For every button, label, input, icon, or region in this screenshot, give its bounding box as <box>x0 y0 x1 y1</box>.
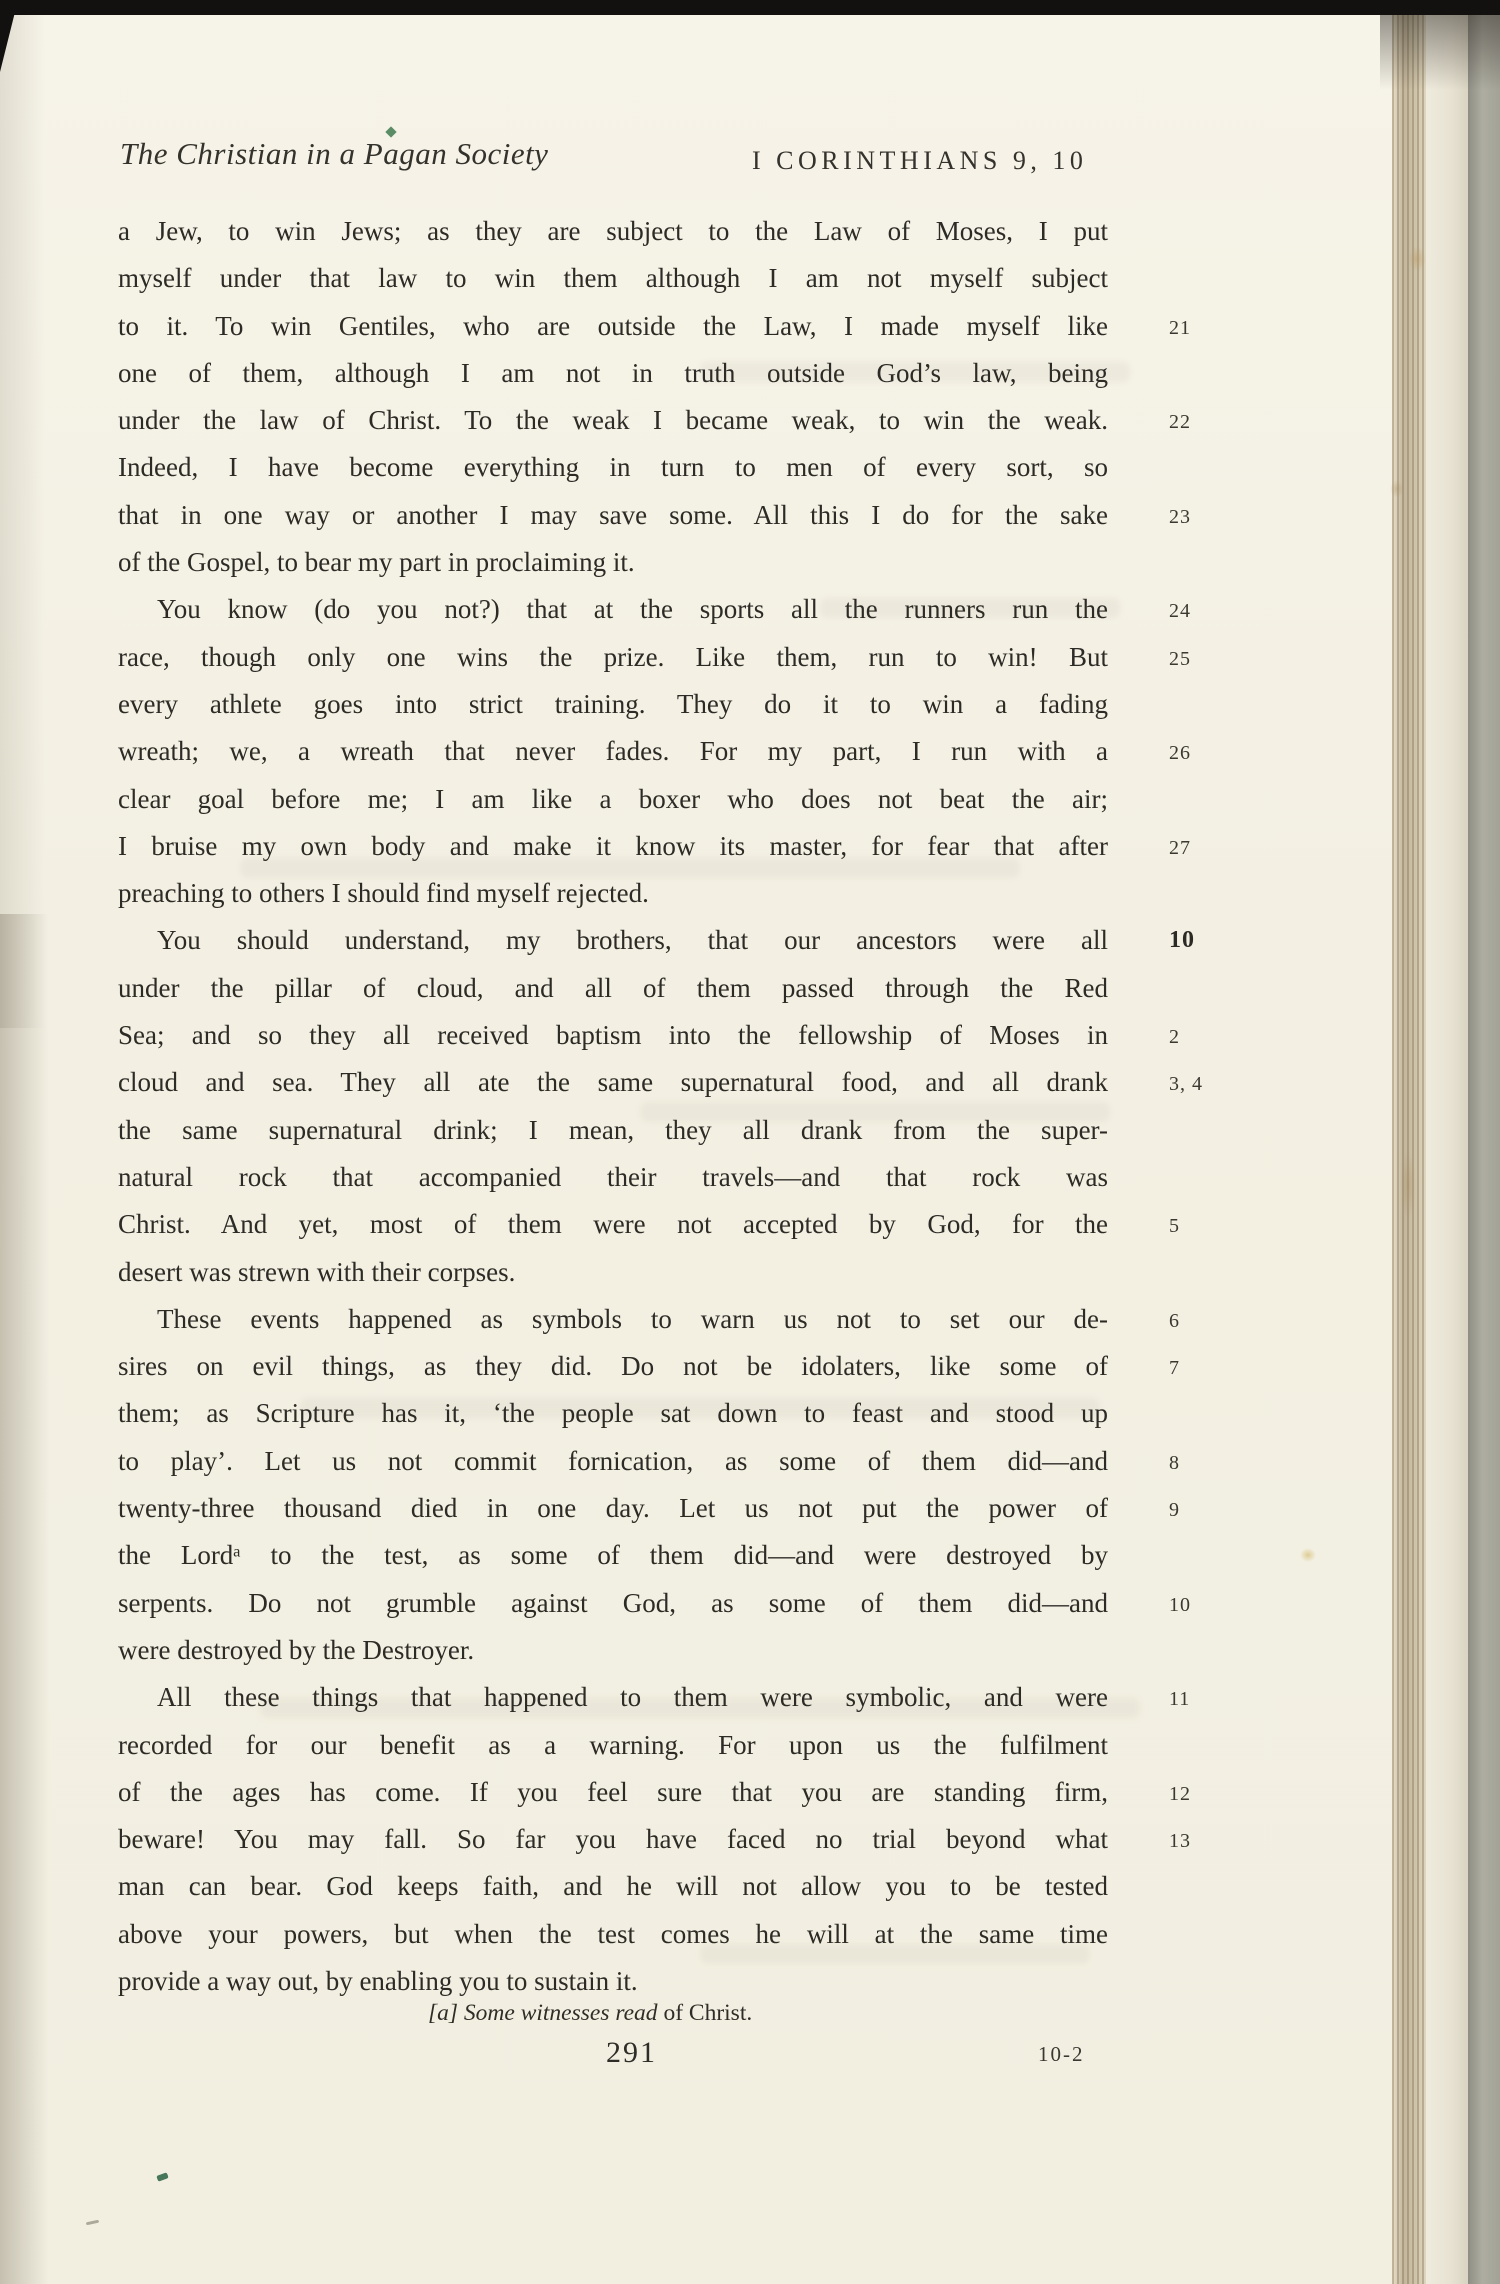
pencil-mark <box>86 2220 99 2226</box>
line-text: natural rock that accompanied their travels—and that rock was <box>118 1161 1108 1192</box>
page-number: 291 <box>606 2036 657 2069</box>
text-line <box>118 208 1398 255</box>
line-text: a Jew, to win Jews; as they are subject to the Law of Moses, I put <box>118 216 1108 246</box>
text-line <box>118 776 1398 823</box>
line-text: You know (do you not?) that at the sports all the runners run the <box>157 594 1108 625</box>
text-line <box>118 303 1398 350</box>
line-text: recorded for our benefit as a warning. For upon us the fulfilment <box>118 1729 1108 1760</box>
text-line <box>118 492 1398 539</box>
text-line <box>118 1343 1398 1390</box>
line-text: Sea; and so they all received baptism into the fellowship of Moses in <box>118 1020 1108 1051</box>
verse-number: 24 <box>1169 600 1191 623</box>
paper-stain <box>1400 1150 1416 1220</box>
line-text: serpents. Do not grumble against God, as some of them did—and <box>118 1587 1108 1618</box>
text-line <box>118 444 1398 491</box>
line-text: the Lordᵃ to the test, as some of them did—and were destroyed by <box>118 1540 1108 1571</box>
line-text: man can bear. God keeps faith, and he will not allow you to be tested <box>118 1871 1108 1902</box>
text-line <box>118 350 1398 397</box>
scan-background-strip <box>1468 0 1500 2284</box>
text-line <box>118 1438 1398 1485</box>
verse-number: 7 <box>1169 1357 1180 1380</box>
line-text: provide a way out, by enabling you to sustain it. <box>118 1965 638 1996</box>
verse-number: 8 <box>1169 1451 1180 1474</box>
verse-number: 11 <box>1169 1688 1191 1711</box>
line-text: above your powers, but when the test comes he will at the same time <box>118 1918 1108 1949</box>
scanner-bed-bar <box>0 0 1500 15</box>
text-line <box>118 397 1398 444</box>
footnote-italic-text: [a] Some witnesses read <box>428 2000 658 2026</box>
line-text: preaching to others I should find myself rejected. <box>118 878 649 909</box>
text-line <box>118 1296 1398 1343</box>
gutter-shadow-bottom <box>0 914 70 2284</box>
text-line <box>118 1485 1398 1532</box>
line-text: to play’. Let us not commit fornication, as some of them did—and <box>118 1445 1108 1476</box>
line-text: were destroyed by the Destroyer. <box>118 1634 475 1665</box>
chapter-number: 10 <box>1169 927 1195 954</box>
line-text: of the Gospel, to bear my part in proclaiming it. <box>118 547 635 578</box>
line-text: them; as Scripture has it, ‘the people sat down to feast and stood up <box>118 1398 1108 1429</box>
text-line <box>118 255 1398 302</box>
verse-number: 23 <box>1169 505 1191 528</box>
line-text: sires on evil things, as they did. Do not be idolaters, like some of <box>118 1351 1108 1382</box>
text-line <box>118 870 1398 917</box>
line-text: clear goal before me; I am like a boxer who does not beat the air; <box>118 783 1108 814</box>
text-line <box>118 1249 1398 1296</box>
line-text: under the pillar of cloud, and all of them passed through the Red <box>118 972 1108 1003</box>
text-line <box>118 1627 1398 1674</box>
text-line <box>118 728 1398 775</box>
text-line <box>118 1532 1398 1579</box>
line-text: twenty-three thousand died in one day. Let us not put the power of <box>118 1493 1108 1524</box>
text-line <box>118 1107 1398 1154</box>
text-line <box>118 823 1398 870</box>
verse-number: 13 <box>1169 1830 1191 1853</box>
verse-number: 9 <box>1169 1499 1180 1522</box>
text-line <box>118 1059 1398 1106</box>
paper-stain <box>1408 246 1426 272</box>
verse-number: 5 <box>1169 1215 1180 1238</box>
running-head: The Christian in a Pagan Society <box>120 136 549 171</box>
book-reference-header: I CORINTHIANS 9, 10 <box>752 146 1088 175</box>
gutter-shadow-top <box>0 0 60 1028</box>
line-text: beware! You may fall. So far you have faced no trial beyond what <box>118 1824 1108 1855</box>
text-line <box>118 1816 1398 1863</box>
text-line <box>118 1722 1398 1769</box>
text-line <box>118 539 1398 586</box>
text-line <box>118 586 1398 633</box>
verse-number: 21 <box>1169 316 1191 339</box>
text-line <box>118 965 1398 1012</box>
line-text: Christ. And yet, most of them were not accepted by God, for the <box>118 1209 1108 1240</box>
text-line <box>118 1580 1398 1627</box>
verse-number: 3, 4 <box>1169 1073 1203 1096</box>
line-text: of the ages has come. If you feel sure that you are standing firm, <box>118 1776 1108 1807</box>
signature-mark: 10-2 <box>1038 2042 1085 2066</box>
text-line <box>118 1769 1398 1816</box>
line-text: the same supernatural drink; I mean, they all drank from the super- <box>118 1114 1108 1145</box>
verse-number: 10 <box>1169 1593 1191 1616</box>
text-line <box>118 1154 1398 1201</box>
line-text: race, though only one wins the prize. Like them, run to win! But <box>118 641 1108 672</box>
text-line <box>118 1201 1398 1248</box>
footnote <box>428 2000 752 2027</box>
text-line <box>118 1958 1398 2005</box>
line-text: I bruise my own body and make it know its master, for fear that after <box>118 830 1108 861</box>
text-line <box>118 1863 1398 1910</box>
green-speck <box>156 2172 168 2181</box>
text-line <box>118 634 1398 681</box>
line-text: under the law of Christ. To the weak I became weak, to win the weak. <box>118 405 1108 436</box>
line-text: that in one way or another I may save some. All this I do for the sake <box>118 499 1108 530</box>
line-text: to it. To win Gentiles, who are outside the Law, I made myself like <box>118 310 1108 341</box>
text-line <box>118 681 1398 728</box>
body-text <box>118 208 1398 2005</box>
page-edge-light-band <box>1426 0 1468 2284</box>
line-text: These events happened as symbols to warn us not to set our de- <box>157 1303 1108 1334</box>
line-text: You should understand, my brothers, that our ancestors were all <box>157 925 1108 956</box>
line-text: Indeed, I have become everything in turn to men of every sort, so <box>118 452 1108 483</box>
line-text: every athlete goes into strict training. They do it to win a fading <box>118 688 1108 719</box>
text-line <box>118 1012 1398 1059</box>
verse-number: 27 <box>1169 836 1191 859</box>
text-line <box>118 917 1398 964</box>
line-text: cloud and sea. They all ate the same supernatural food, and all drank <box>118 1067 1108 1098</box>
verse-number: 26 <box>1169 742 1191 765</box>
line-text: myself under that law to win them although I am not myself subject <box>118 263 1108 294</box>
line-text: one of them, although I am not in truth outside God’s law, being <box>118 357 1108 388</box>
line-text: wreath; we, a wreath that never fades. For my part, I run with a <box>118 736 1108 767</box>
text-line <box>118 1911 1398 1958</box>
text-line <box>118 1390 1398 1437</box>
verse-number: 12 <box>1169 1782 1191 1805</box>
footnote-roman-text: of Christ. <box>657 2000 753 2026</box>
verse-number: 2 <box>1169 1026 1180 1049</box>
verse-number: 6 <box>1169 1309 1180 1332</box>
verse-number: 22 <box>1169 411 1191 434</box>
text-line <box>118 1674 1398 1721</box>
verse-number: 25 <box>1169 647 1191 670</box>
line-text: All these things that happened to them were symbolic, and were <box>157 1682 1108 1713</box>
line-text: desert was strewn with their corpses. <box>118 1256 516 1287</box>
